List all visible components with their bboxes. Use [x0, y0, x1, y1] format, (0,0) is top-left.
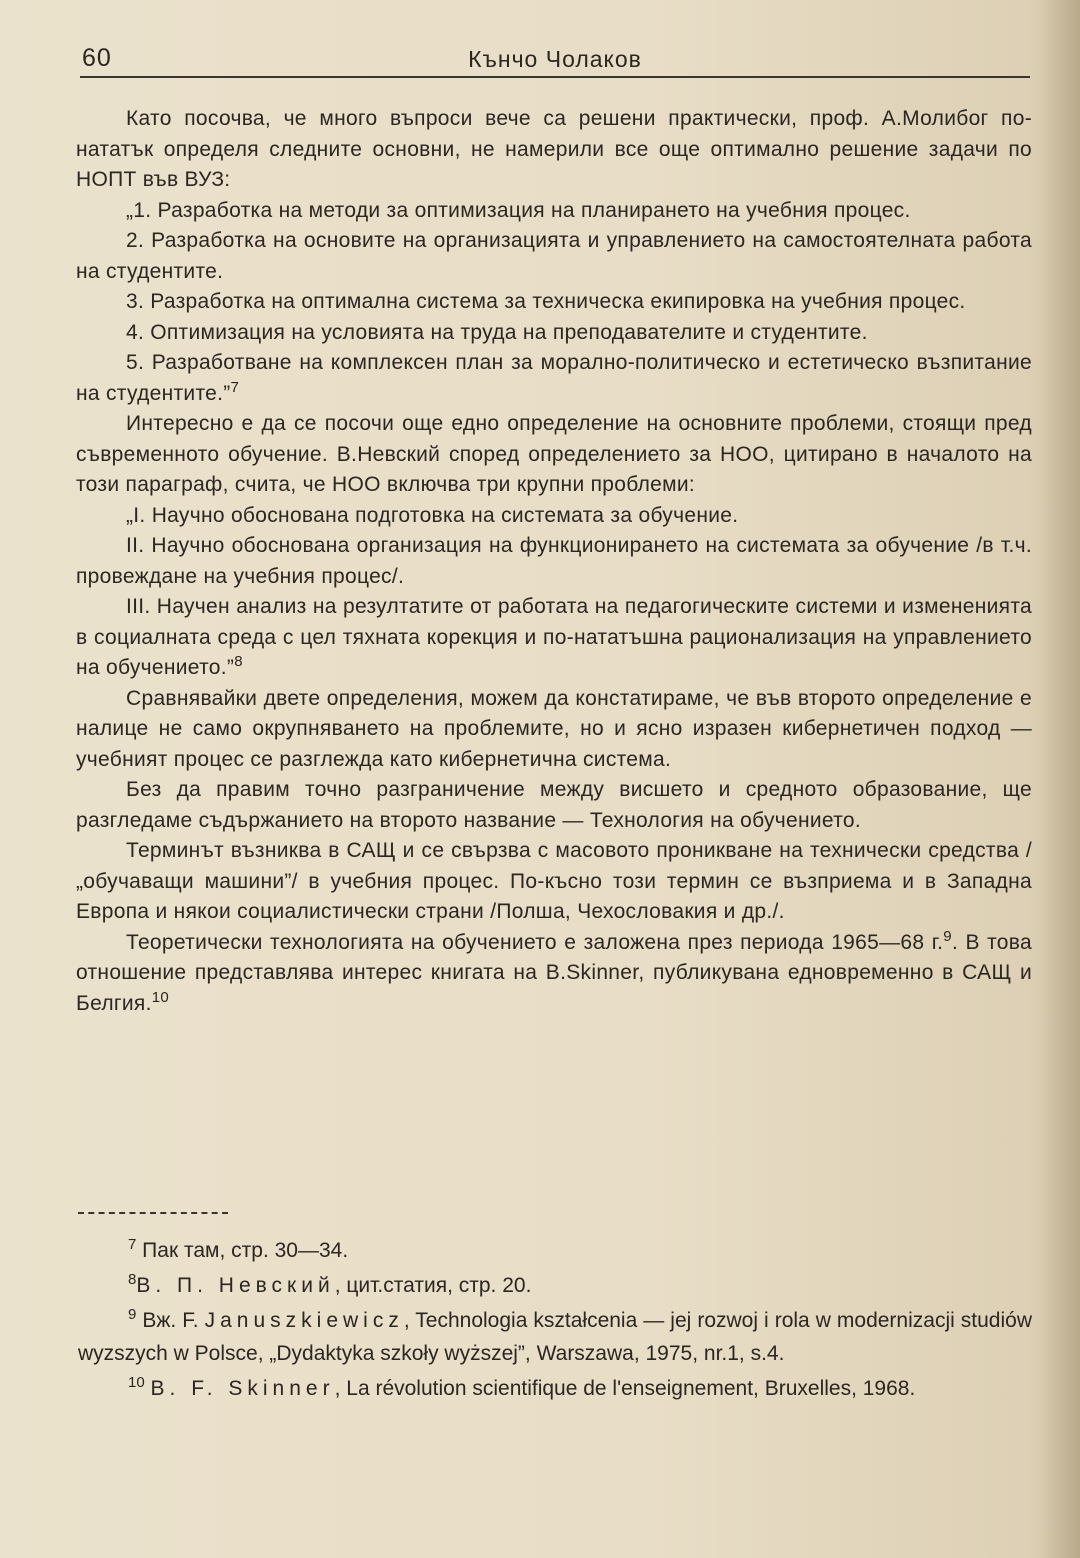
footnote — [78, 1304, 1032, 1370]
paragraph — [76, 928, 1032, 1020]
paragraph: Терминът възниква в САЩ и се свързва с масовото проникване на технически средства /„обучаващи машини”/ в учебния процес. По-късно този термин се възприема и в Западна Европа и някои социалистически страни /Полша, Чехословакия и др./. — [76, 839, 1032, 923]
header-rule — [80, 76, 1030, 78]
footnote-ref: 7 — [230, 378, 240, 396]
footnote-text: Пак там, стр. 30—34. — [136, 1239, 349, 1262]
page-spine-shadow — [1040, 0, 1080, 1558]
footnote-ref: 10 — [151, 988, 170, 1006]
list-item: II. Научно обоснована организация на функционирането на системата за обучение /в т.ч. провеждане на учебния процес/. — [76, 534, 1032, 588]
paragraph: Сравнявайки двете определения, можем да констатираме, че във второто определение е налице не само окрупняването на проблемите, но и ясно изразен кибернетичен подход — учебният процес се разглежда като кибернетична система. — [76, 686, 1032, 771]
list-item: 2. Разработка на основите на организацията и управлението на самостоятелната работа на студентите. — [76, 229, 1032, 283]
footnote-number: 7 — [128, 1236, 137, 1253]
footnotes — [78, 1234, 1032, 1407]
list-item: „I. Научно обоснована подготовка на системата за обучение. — [126, 503, 739, 527]
list-item: „1. Разработка на методи за оптимизация на планирането на учебния процес. — [126, 198, 911, 222]
footnote — [78, 1372, 1032, 1405]
list-item-text: III. Научен анализ на резултатите от работата на педагогическите системи и измененията в социалната среда с цел тяхната корекция и по-нататъшна рационализация на управлението на обучението.” — [76, 595, 1032, 679]
footnote-text: , La révolution scientifique de l'enseignement, Bruxelles, 1968. — [334, 1377, 916, 1400]
paragraph-text: . В това отношение представлява интерес книгата на B.Skinner, публикувана едновременно в САЩ и Белгия. — [76, 930, 1032, 1015]
footnote-text: , цит.статия, стр. 20. — [334, 1274, 532, 1297]
running-title: Кънчо Чолаков — [468, 46, 642, 72]
list-item: 3. Разработка на оптимална система за техническа екипировка на учебния процес. — [126, 290, 966, 313]
list-item: 4. Оптимизация на условията на труда на преподавателите и студентите. — [126, 320, 868, 344]
paragraph: Интересно е да се посочи още едно определение на основните проблеми, стоящи пред съвременното обучение. В.Невский според определението за НОО, цитирано в началото на този параграф, счита, че НОО включва три крупни проблеми: — [76, 412, 1032, 496]
main-text — [76, 104, 1032, 1019]
footnote — [78, 1269, 1032, 1302]
paragraph: Без да правим точно разграничение между висшето и средното образование, ще разгледаме съдържанието на второто название — Технология на обучението. — [76, 778, 1032, 832]
footnote-number: 9 — [128, 1306, 137, 1323]
footnote-author: B. F. Skinner — [150, 1377, 335, 1400]
footnote — [78, 1234, 1032, 1267]
footnote-author: Januszkiewicz — [204, 1309, 404, 1332]
footnote-number: 10 — [128, 1374, 145, 1391]
footnote-ref: 8 — [234, 653, 243, 670]
footnote-separator — [78, 1212, 228, 1214]
list-item — [76, 592, 1032, 684]
list-item — [76, 348, 1032, 409]
paragraph-text: Теоретически технологията на обучението е заложена през периода 1965—68 г. — [126, 930, 944, 954]
footnote-number: 8 — [128, 1271, 137, 1288]
footnote-text: , Technologia kształcenia — jej rozwoj i rola w modernizacji studiów wyzszych w Polsce, „Dydaktyka szkoły wyższej”, Warszawa, 1975, nr.1, s.4. — [78, 1309, 1032, 1365]
footnote-author: В. П. Невский — [136, 1274, 335, 1297]
page-number: 60 — [82, 44, 112, 72]
list-item-text: 5. Разработване на комплексен план за морално-политическо и естетическо възпитание на студентите.” — [76, 351, 1032, 405]
footnote-text: Вж. F. — [136, 1309, 205, 1332]
paragraph: Като посочва, че много въпроси вече са решени практически, проф. А.Молибог по-нататък определя следните основни, не намерили все още оптимално решение задачи по НОПТ във ВУЗ: — [76, 107, 1032, 191]
footnote-ref: 9 — [943, 927, 952, 945]
